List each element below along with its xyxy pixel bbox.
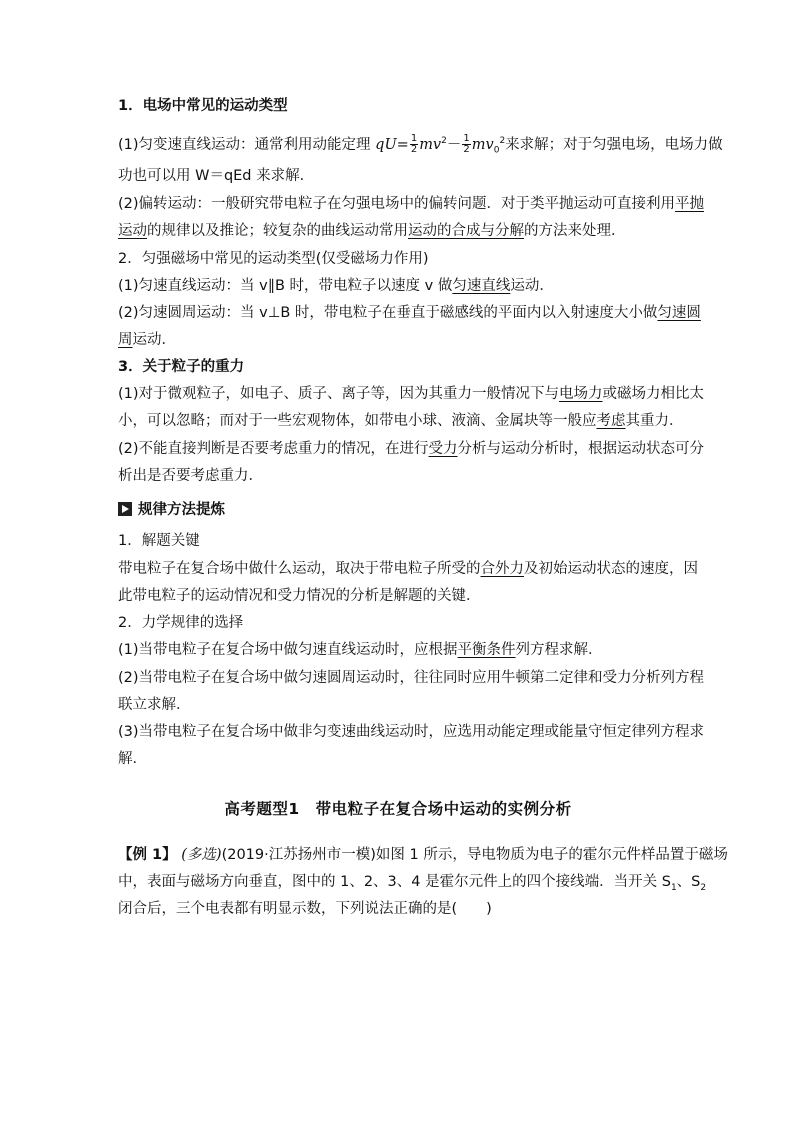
underlined-text: 匀速圆 [657,305,701,321]
fraction-numerator: 1 [463,133,470,145]
method-heading [118,500,225,520]
text: 运动． [132,332,176,348]
superscript: 2 [441,136,447,146]
underlined-text: 运动 [118,223,147,239]
paragraph-line [118,439,704,459]
text: (1)对于微观粒子，如电子、质子、离子等，因为其重力一般情况下与 [118,386,560,402]
fraction-denominator: 2 [410,144,418,156]
paragraph-line [118,221,626,241]
underlined-text: 平抛 [675,196,705,212]
text: 带电粒子在复合场中做什么运动，取决于带电粒子所受的 [118,561,481,577]
example-label: 【例 1】 [118,847,177,863]
text: 、S [676,874,701,890]
fraction [410,134,418,155]
underlined-text: 运动的合成与分解 [408,223,524,239]
formula-text: － [446,136,462,153]
paragraph-line: 功也可以用 W＝qEd 来求解． [118,168,315,184]
subscript: 2 [700,882,707,893]
paragraph-line: 闭合后，三个电表都有明显示数，下列说法正确的是( ) [118,901,492,917]
formula-text: mv [419,136,442,153]
text: 运动． [510,278,554,294]
underlined-text: 平衡条件 [457,642,516,658]
paragraph-line [118,303,701,323]
section-title: 高考题型1 带电粒子在复合场中运动的实例分析 [224,800,572,818]
paragraph-line: (2)当带电粒子在复合场中做匀速圆周运动时，往往同时应用牛顿第二定律和受力分析列方程 [118,670,705,686]
text: 列方程求解． [515,642,603,658]
underlined-text: 电场力 [559,386,603,402]
text: 的规律以及推论；较复杂的曲线运动常用 [147,223,408,239]
paragraph-line [118,559,698,579]
underlined-text: 受力 [428,441,458,457]
section-heading: 2．匀强磁场中常见的运动类型(仅受磁场力作用) [118,251,429,267]
text: 其重力． [625,413,684,429]
underlined-text: 考虑 [596,413,626,429]
paragraph-line [118,845,728,865]
text: (2019·江苏扬州市一模)如图 1 所示，导电物质为电子的霍尔元件样品置于磁场 [221,847,728,863]
text: 的方法来处理． [524,223,626,239]
text: 来求解；对于匀强电场，电场力做 [505,136,723,153]
fraction-denominator: 2 [463,144,470,156]
text: (2)匀速圆周运动：当 v⊥B 时，带电粒子在垂直于磁感线的平面内以入射速度大小做 [118,305,658,321]
paragraph-line [118,384,704,404]
section-heading: 3．关于粒子的重力 [118,359,245,375]
underlined-text: 匀速直线 [452,278,511,294]
paragraph-line: 解． [118,751,147,767]
fraction [462,134,470,155]
text: 及初始运动状态的速度，因 [524,561,698,577]
paragraph-line: 联立求解． [118,697,191,713]
paragraph-line: (3)当带电粒子在复合场中做非匀变速曲线运动时，应选用动能定理或能量守恒定律列方程求 [118,724,705,740]
underlined-text: 合外力 [480,561,524,577]
text: (1)匀变速直线运动：通常利用动能定理 [118,136,376,153]
method-heading-text: 规律方法提炼 [138,502,225,518]
example-tag: (多选) [181,847,222,863]
text: (1)匀速直线运动：当 v∥B 时，带电粒子以速度 v 做 [118,278,453,294]
superscript: 2 [499,136,506,146]
subheading: 2．力学规律的选择 [118,615,244,631]
underlined-text: 周 [118,332,133,348]
paragraph-line [118,194,704,214]
paragraph-line [118,330,176,350]
subscript: 0 [493,145,500,156]
formula-text: mv [471,136,494,153]
text: 中，表面与磁场方向垂直，图中的 1、2、3、4 是霍尔元件上的四个接线端．当开关 S [118,874,671,890]
paragraph-line [118,276,554,296]
paragraph-line: 析出是否要考虑重力． [118,468,263,484]
fraction-numerator: 1 [410,133,418,145]
paragraph-line [118,131,723,161]
text: 或磁场力相比太 [602,386,705,402]
subheading: 1．解题关键 [118,533,200,549]
paragraph-line [118,872,706,898]
subscript: 1 [670,882,677,893]
text: (1)当带电粒子在复合场中做匀速直线运动时，应根据 [118,642,458,658]
play-triangle-icon [118,502,132,516]
paragraph-line [118,411,684,431]
formula-text: qU= [375,136,409,153]
text: 分析与运动分析时，根据运动状态可分 [457,441,705,457]
paragraph-line: 此带电粒子的运动情况和受力情况的分析是解题的关键． [118,588,481,604]
text: (2)偏转运动：一般研究带电粒子在匀强电场中的偏转问题．对于类平抛运动可直接利用 [118,196,676,212]
section-heading: 1．电场中常见的运动类型 [118,98,288,114]
text: (2)不能直接判断是否要考虑重力的情况，在进行 [118,441,429,457]
text: 小，可以忽略；而对于一些宏观物体，如带电小球、液滴、金属块等一般应 [118,413,597,429]
paragraph-line [118,640,603,660]
